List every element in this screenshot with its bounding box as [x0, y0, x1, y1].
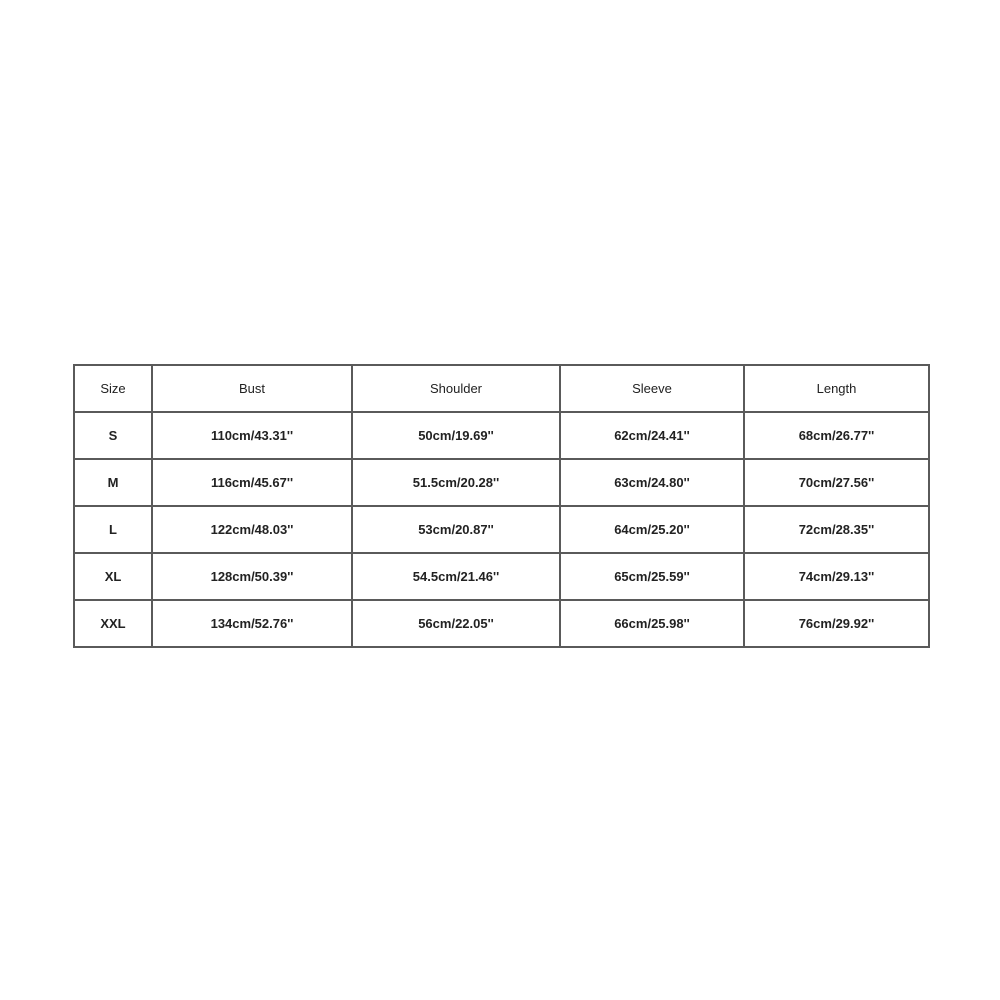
table-row	[74, 412, 929, 459]
bust-cell: 122cm/48.03''	[152, 506, 352, 553]
bust-cell: 128cm/50.39''	[152, 553, 352, 600]
shoulder-cell: 53cm/20.87''	[352, 506, 560, 553]
shoulder-cell: 54.5cm/21.46''	[352, 553, 560, 600]
size-cell: L	[74, 506, 152, 553]
size-cell: M	[74, 459, 152, 506]
sleeve-cell: 66cm/25.98''	[560, 600, 744, 647]
sleeve-cell: 62cm/24.41''	[560, 412, 744, 459]
size-chart-table	[73, 364, 930, 648]
header-bust: Bust	[152, 365, 352, 412]
header-size: Size	[74, 365, 152, 412]
length-cell: 72cm/28.35''	[744, 506, 929, 553]
bust-cell: 134cm/52.76''	[152, 600, 352, 647]
sleeve-cell: 65cm/25.59''	[560, 553, 744, 600]
shoulder-cell: 50cm/19.69''	[352, 412, 560, 459]
header-row	[74, 365, 929, 412]
shoulder-cell: 51.5cm/20.28''	[352, 459, 560, 506]
table-row	[74, 553, 929, 600]
sleeve-cell: 63cm/24.80''	[560, 459, 744, 506]
length-cell: 74cm/29.13''	[744, 553, 929, 600]
size-cell: XXL	[74, 600, 152, 647]
table-row	[74, 600, 929, 647]
table-row	[74, 506, 929, 553]
shoulder-cell: 56cm/22.05''	[352, 600, 560, 647]
bust-cell: 110cm/43.31''	[152, 412, 352, 459]
header-length: Length	[744, 365, 929, 412]
header-sleeve: Sleeve	[560, 365, 744, 412]
length-cell: 70cm/27.56''	[744, 459, 929, 506]
sleeve-cell: 64cm/25.20''	[560, 506, 744, 553]
bust-cell: 116cm/45.67''	[152, 459, 352, 506]
length-cell: 76cm/29.92''	[744, 600, 929, 647]
size-cell: S	[74, 412, 152, 459]
length-cell: 68cm/26.77''	[744, 412, 929, 459]
table-row	[74, 459, 929, 506]
header-shoulder: Shoulder	[352, 365, 560, 412]
size-cell: XL	[74, 553, 152, 600]
